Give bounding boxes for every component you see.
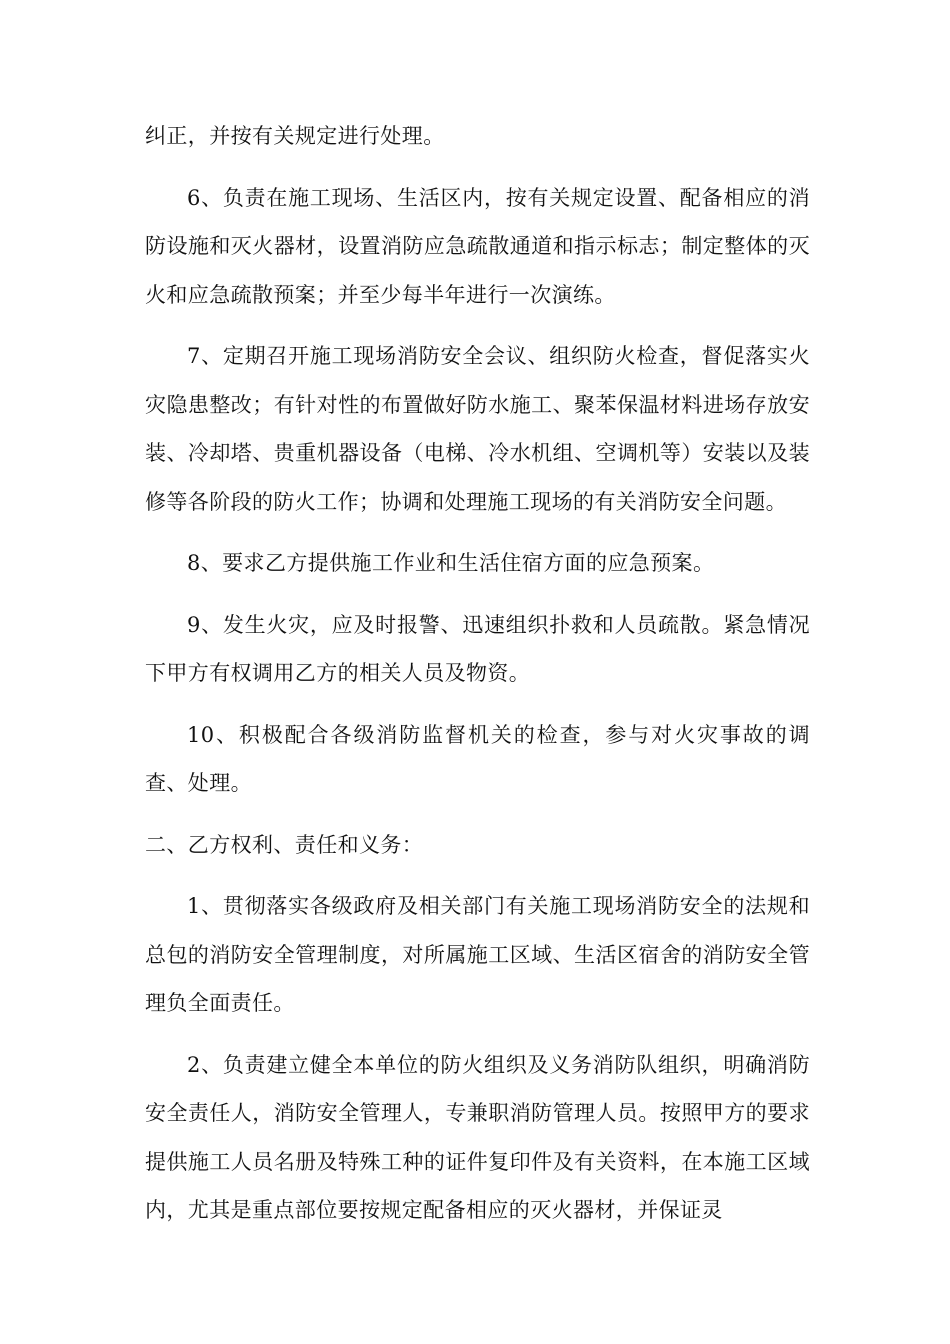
paragraph-item-7: 7、定期召开施工现场消防安全会议、组织防火检查，督促落实火灾隐患整改；有针对性的布置做好防水施工、聚苯保温材料进场存放安装、冷却塔、贵重机器设备（电梯、冷水机组、空调机等）安装以及装修等各阶段的防火工作；协调和处理施工现场的有关消防安全问题。 [145,344,810,514]
paragraph-item-8: 8、要求乙方提供施工作业和生活住宿方面的应急预案。 [187,551,715,575]
paragraph-continuation: 纠正，并按有关规定进行处理。 [145,124,445,148]
paragraph-item-9: 9、发生火灾，应及时报警、迅速组织扑救和人员疏散。紧急情况下甲方有权调用乙方的相关人员及物资。 [145,612,810,685]
paragraph-item-6: 6、负责在施工现场、生活区内，按有关规定设置、配备相应的消防设施和灭火器材，设置消防应急疏散通道和指示标志；制定整体的灭火和应急疏散预案；并至少每半年进行一次演练。 [145,185,810,307]
paragraph-party-b-item-2: 2、负责建立健全本单位的防火组织及义务消防队组织，明确消防安全责任人，消防安全管理人，专兼职消防管理人员。按照甲方的要求提供施工人员名册及特殊工种的证件复印件及有关资料，在本施工区域内，尤其是重点部位要按规定配备相应的灭火器材，并保证灵 [145,1052,810,1222]
document-body [145,112,810,1235]
section-heading: 二、乙方权利、责任和义务： [145,832,424,857]
paragraph-party-b-item-1: 1、贯彻落实各级政府及相关部门有关施工现场消防安全的法规和总包的消防安全管理制度，对所属施工区域、生活区宿舍的消防安全管理负全面责任。 [145,894,810,1015]
paragraph-item-10: 10、积极配合各级消防监督机关的检查，参与对火灾事故的调查、处理。 [145,722,810,795]
